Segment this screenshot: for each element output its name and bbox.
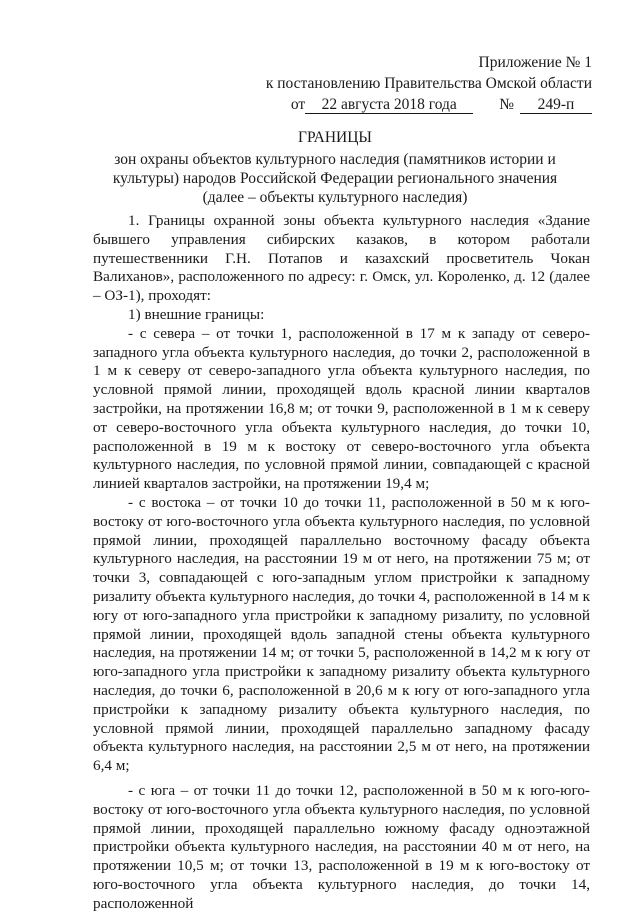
- paragraph-east-border: - с востока – от точки 10 до точки 11, расположенной в 50 м к юго-востоку от юго-восточного угла объекта культурного наследия, по условной прямой линии, проходящей параллельно восточному фасаду объекта культурного наследия, на расстоянии 19 м от него, на протяжении 75 м; от точки 3, совпадающей с юго-западным углом пристройки к западному ризалиту объекта культурного наследия, до точки 4, расположенной в 14 м к югу от юго-западного угла пристройки к западному ризалиту, по условной прямой линии, проходящей вдоль западной стены объекта культурного наследия, на протяжении 14 м; от точки 5, расположенной в 14,2 м к югу от юго-западного угла пристройки к западному ризалиту объекта культурного наследия, до точки 6, расположенной в 20,6 м к югу от юго-западного угла пристройки к западному ризалиту объекта культурного наследия, по условной прямой линии, проходящей параллельно западному фасаду объекта культурного наследия, на расстоянии 2,5 м от него, на протяжении 6,4 м;: [93, 493, 590, 775]
- paragraph-section-1: 1. Границы охранной зоны объекта культурного наследия «Здание бывшего управления сибирских казаков, в котором работали путешественники Г.Н. Потапов и казахский просветитель Чокан Валиханов», расположенного по адресу: г. Омск, ул. Короленко, д. 12 (далее – ОЗ-1), проходят:: [93, 212, 590, 305]
- resolution-number: 249-п: [520, 97, 592, 114]
- number-prefix: №: [499, 96, 514, 113]
- paragraph-north-border: - с севера – от точки 1, расположенной в 17 м к западу от северо-западного угла объекта культурного наследия, до точки 2, расположенной в 1 м к северу от северо-западного угла объекта культурного наследия, по условной прямой линии, проходящей вдоль красной линии кварталов застройки, на протяжении 16,8 м; от точки 9, расположенной в 1 м к северу от северо-восточного угла объекта культурного наследия, до точки 10, расположенной в 19 м к востоку от северо-восточного угла объекта культурного наследия, по условной прямой линии, совпадающей с красной линией кварталов застройки, на протяжении 19,4 м;: [93, 324, 590, 493]
- resolution-reference: к постановлению Правительства Омской области: [265, 75, 592, 92]
- appendix-number: Приложение № 1: [478, 54, 592, 71]
- paragraph-south-border: - с юга – от точки 11 до точки 12, расположенной в 50 м к юго-юго-востоку от юго-восточного угла объекта культурного наследия, по условной прямой линии, проходящей параллельно южному фасаду одноэтажной пристройки объекта культурного наследия, на расстоянии 40 м от него, на протяжении 10,5 м; от точки 13, расположенной в 19 м к юго-востоку от юго-восточного угла объекта культурного наследия, до точки 14, расположенной: [93, 781, 590, 912]
- resolution-date-line: [212, 94, 592, 115]
- document-subtitle: зон охраны объектов культурного наследия (памятников истории и культуры) народов Российской Федерации регионального значения (далее – объекты культурного наследия): [112, 151, 558, 206]
- date-prefix: от: [290, 96, 306, 113]
- resolution-date: 22 августа 2018 года: [305, 97, 473, 114]
- paragraph-outer-borders: 1) внешние границы:: [128, 305, 265, 323]
- document-body: [93, 212, 590, 913]
- document-title-block: [100, 128, 570, 207]
- document-title: ГРАНИЦЫ: [298, 129, 372, 146]
- appendix-header: [212, 52, 592, 115]
